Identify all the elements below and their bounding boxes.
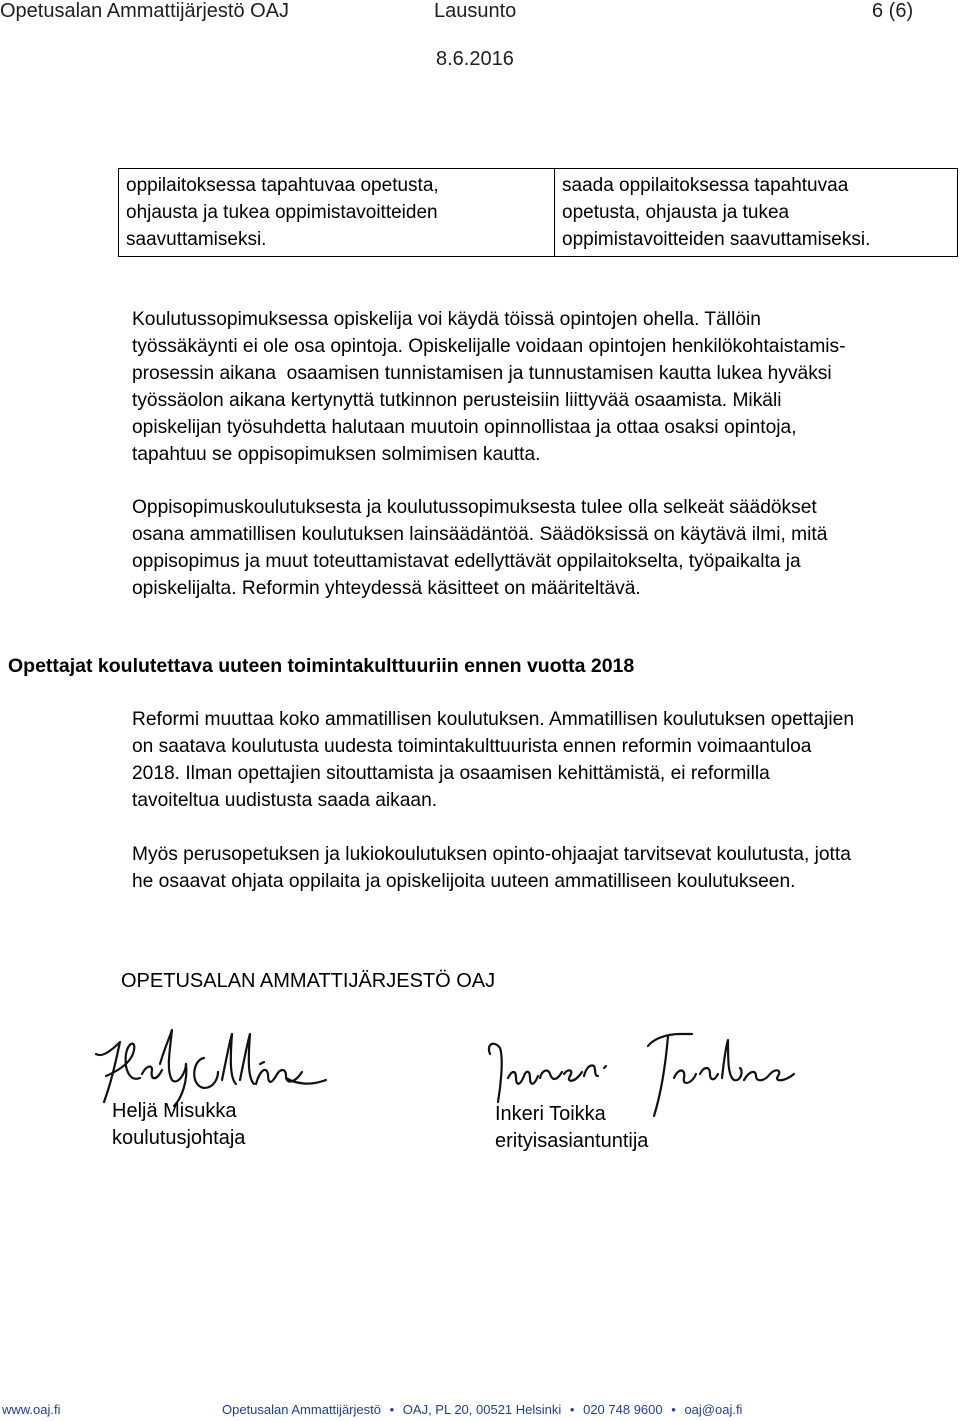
signer-1 [112, 1098, 245, 1152]
paragraph-line: opiskelijalta. Reformin yhteydessä käsitteet on määriteltävä. [132, 578, 641, 599]
cell-line: saavuttamiseksi. [126, 229, 267, 250]
header-page-number: 6 (6) [872, 0, 914, 22]
footer-contact [222, 1402, 742, 1417]
table-cell-right [555, 169, 958, 257]
header-date: 8.6.2016 [436, 48, 514, 70]
signer-name: Heljä Misukka [112, 1100, 237, 1122]
paragraph-line: he osaavat ohjata oppilaita ja opiskelijoita uuteen ammatilliseen koulutukseen. [132, 871, 796, 892]
cell-line: oppimistavoitteiden saavuttamiseksi. [562, 229, 871, 250]
signer-title: erityisasiantuntija [495, 1130, 649, 1152]
paragraph-line: työssäolon aikana kertynyttä tutkinnon perusteisiin liittyvää osaamista. Mikäli [132, 390, 782, 411]
footer-address: OAJ, PL 20, 00521 Helsinki [402, 1402, 562, 1417]
signature-misukka [90, 1020, 330, 1110]
paragraph-line: Oppisopimuskoulutuksesta ja koulutussopimuksesta tulee olla selkeät säädökset [132, 497, 817, 518]
cell-line: opetusta, ohjausta ja tukea [562, 202, 790, 223]
footer-org: Opetusalan Ammattijärjestö [222, 1402, 381, 1417]
table-cell-left [119, 169, 555, 257]
paragraph-line: 2018. Ilman opettajien sitouttamista ja osaamisen kehittämistä, ei reformilla [132, 763, 770, 784]
paragraph-apprenticeship-regulation [132, 494, 932, 602]
paragraph-line: Myös perusopetuksen ja lukiokoulutuksen opinto-ohjaajat tarvitsevat koulutusta, jotta [132, 844, 851, 865]
cell-line: oppilaitoksessa tapahtuvaa opetusta, [126, 175, 439, 196]
cell-line: saada oppilaitoksessa tapahtuvaa [562, 175, 849, 196]
signer-title: koulutusjohtaja [112, 1127, 246, 1149]
paragraph-line: oppisopimus ja muut toteuttamistavat edellyttävät oppilaitokselta, työpaikalta ja [132, 551, 801, 572]
paragraph-line: tapahtuu se oppisopimuksen solmimisen kautta. [132, 444, 541, 465]
paragraph-guidance-counsellors [132, 841, 932, 895]
section-heading: Opettajat koulutettava uuteen toimintakulttuuriin ennen vuotta 2018 [8, 655, 635, 677]
footer-website-link[interactable]: www.oaj.fi [2, 1402, 61, 1417]
bullet-separator: • [569, 1402, 575, 1417]
footer-phone: 020 748 9600 [583, 1402, 663, 1417]
paragraph-line: prosessin aikana osaamisen tunnistamisen ja tunnustamisen kautta lukea hyväksi [132, 363, 832, 384]
cell-line: ohjausta ja tukea oppimistavoitteiden [126, 202, 438, 223]
table-row [119, 169, 958, 257]
paragraph-line: Koulutussopimuksessa opiskelija voi käydä töissä opintojen ohella. Tällöin [132, 309, 761, 330]
header-document-type: Lausunto [434, 0, 517, 22]
paragraph-line: opiskelijan työsuhdetta halutaan muutoin opinnollistaa ja ottaa osaksi opintoja, [132, 417, 797, 438]
signature-organization: OPETUSALAN AMMATTIJÄRJESTÖ OAJ [121, 970, 496, 992]
bullet-separator: • [389, 1402, 395, 1417]
paragraph-teacher-training [132, 706, 932, 814]
comparison-table [118, 168, 958, 257]
footer-email-link[interactable]: oaj@oaj.fi [684, 1402, 743, 1417]
signer-name: Inkeri Toikka [495, 1103, 606, 1125]
paragraph-line: Reformi muuttaa koko ammatillisen koulutuksen. Ammatillisen koulutuksen opettajien [132, 709, 855, 730]
paragraph-work-based-learning [132, 306, 932, 468]
paragraph-line: työssäkäynti ei ole osa opintoja. Opiskelijalle voidaan opintojen henkilökohtaistamis- [132, 336, 846, 357]
header-organization: Opetusalan Ammattijärjestö OAJ [0, 0, 290, 22]
paragraph-line: osana ammatillisen koulutuksen lainsäädäntöä. Säädöksissä on käytävä ilmi, mitä [132, 524, 828, 545]
paragraph-line: tavoiteltua uudistusta saada aikaan. [132, 790, 438, 811]
paragraph-line: on saatava koulutusta uudesta toimintakulttuurista ennen reformin voimaantuloa [132, 736, 812, 757]
signer-2 [495, 1101, 648, 1155]
bullet-separator: • [671, 1402, 676, 1417]
